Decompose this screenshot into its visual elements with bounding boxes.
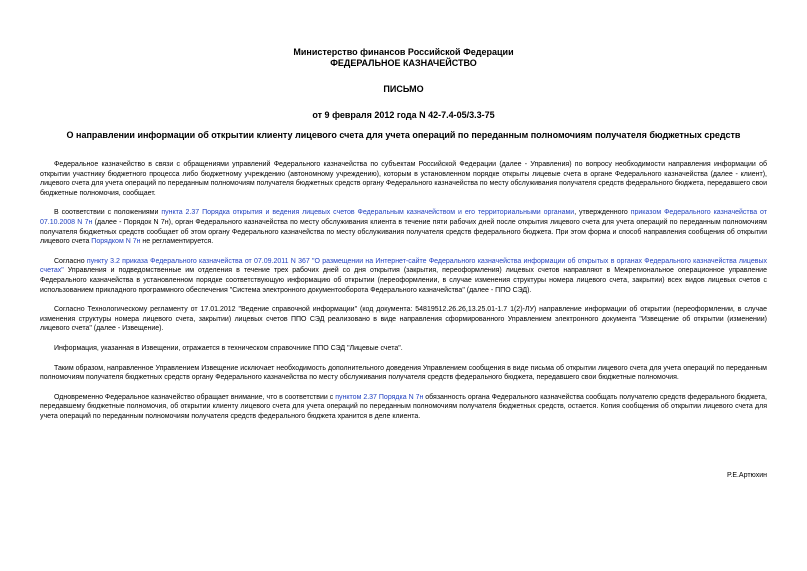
document-date-number: от 9 февраля 2012 года N 42-7.4-05/3.3-75 [312, 110, 495, 120]
text-span: Одновременно Федеральное казначейство обращает внимание, что в соответствии с [54, 393, 336, 401]
text-span: Управления и подведомственные им отделения в течение трех рабочих дней со дня открытия (закрытия, переоформления) лицевых счетов направляют в Межрегиональное операционное управление Федерального казначейства в установленном порядке соответствующую информацию об открытии (переоформлении, в случае изменения структуры номера лицевого счета, закрытии) всех видов лицевых счетов с использованием прикладного программного обеспечения "Система электронного документооборота Федерального казначейства" (далее - ППО СЭД). [40, 267, 767, 294]
paragraph-6: Таким образом, направленное Управлением Извещение исключает необходимость дополнительного доведения Управлением сообщения в виде письма об открытии лицевого счета для учета операций по переданным полномочиям получателя бюджетных средств органу Федерального казначейства по месту обслуживания получателя средств федерального бюджета, передавшего свои бюджетные полномочия. [40, 364, 767, 382]
link-procedure-7n[interactable]: Порядком N 7н [91, 238, 141, 246]
link-order-367[interactable]: пункту 3.2 приказа Федерального казначейства от 07.09.2011 N 367 "О размещении на Интернет-сайте Федерального казначейства информации об открытых в органах Федерального казначейства лицевых счетах" [40, 257, 767, 275]
paragraph-7 [40, 393, 767, 422]
document-title: О направлении информации об открытии клиенту лицевого счета для учета операций по переданным полномочиям получателя бюджетных средств [66, 130, 741, 140]
signature: Р.Е.Артюхин [727, 472, 767, 479]
link-procedure-2-37[interactable]: пункта 2.37 Порядка открытия и ведения лицевых счетов Федеральным казначейством и его территориальными органами [161, 209, 575, 217]
text-span: Согласно [54, 257, 87, 265]
link-clause-2-37[interactable]: пунктом 2.37 Порядка N 7н [335, 393, 424, 401]
link-order-7n[interactable]: приказом Федерального казначейства от 07.10.2008 N 7н [40, 209, 767, 226]
text-span: В соответствии с положениями [54, 209, 162, 217]
document-body [40, 160, 767, 431]
paragraph-4: Согласно Технологическому регламенту от 17.01.2012 "Ведение справочной информации" (код документа: 54819512.26.26,13.25.01-1.7 1(2)-ЛУ) направление информации об открытии (переоформлении, в случае изменения структуры номера лицевого счета, закрытии) лицевых счетов ППО СЭД реализовано в виде направления сформированного Управлением электронного документа "Извещение об открытии (изменении) лицевого счета" (далее - Извещение). [40, 306, 767, 333]
paragraph-2 [40, 208, 767, 246]
paragraph-3 [40, 257, 767, 295]
ministry-name: Министерство финансов Российской Федерации [293, 47, 514, 57]
text-span: (далее - Порядок N 7н), орган Федерального казначейства по месту обслуживания клиента в течение пяти рабочих дней после открытия лицевого счета для учета операций по переданным полномочиям получателя бюджетных средств сообщает об этом органу Федерального казначейства по месту обслуживания получателя средств федерального бюджета. При этом форма и способ направления сообщения об открытии лицевого счета [40, 218, 767, 246]
text-span: обязанность органа Федерального казначейства сообщать получателю средств федерального бюджета, передавшему бюджетные полномочия, об открытии клиенту лицевого счета для учета операций по переданным полномочиям получателя бюджетных средств, остается. Копия сообщения об открытии лицевого счета для учета операций по переданным полномочиям получателя средств федерального бюджета хранится в деле клиента. [40, 393, 768, 420]
text-span: , утвержденного [574, 209, 631, 217]
document-type: ПИСЬМО [383, 84, 424, 94]
text-span: не регламентируется. [140, 238, 214, 246]
document-header [0, 47, 807, 121]
paragraph-5: Информация, указанная в Извещении, отражается в техническом справочнике ППО СЭД "Лицевые счета". [54, 344, 403, 352]
treasury-name: ФЕДЕРАЛЬНОЕ КАЗНАЧЕЙСТВО [330, 58, 477, 68]
paragraph-1: Федеральное казначейство в связи с обращениями управлений Федерального казначейства по субъектам Российской Федерации (далее - Управления) по вопросу необходимости направления информации об открытии участнику бюджетного процесса либо бюджетному учреждению (автономному учреждению), которым в установленном порядке открыты лицевые счета в органе Федерального казначейства (далее - клиент), лицевого счета для учета операций по переданным полномочиям получателя бюджетных средств органу Федерального казначейства по месту обслуживания получателя средств федерального бюджета, передавшего свои бюджетные полномочия, сообщает. [40, 161, 767, 197]
